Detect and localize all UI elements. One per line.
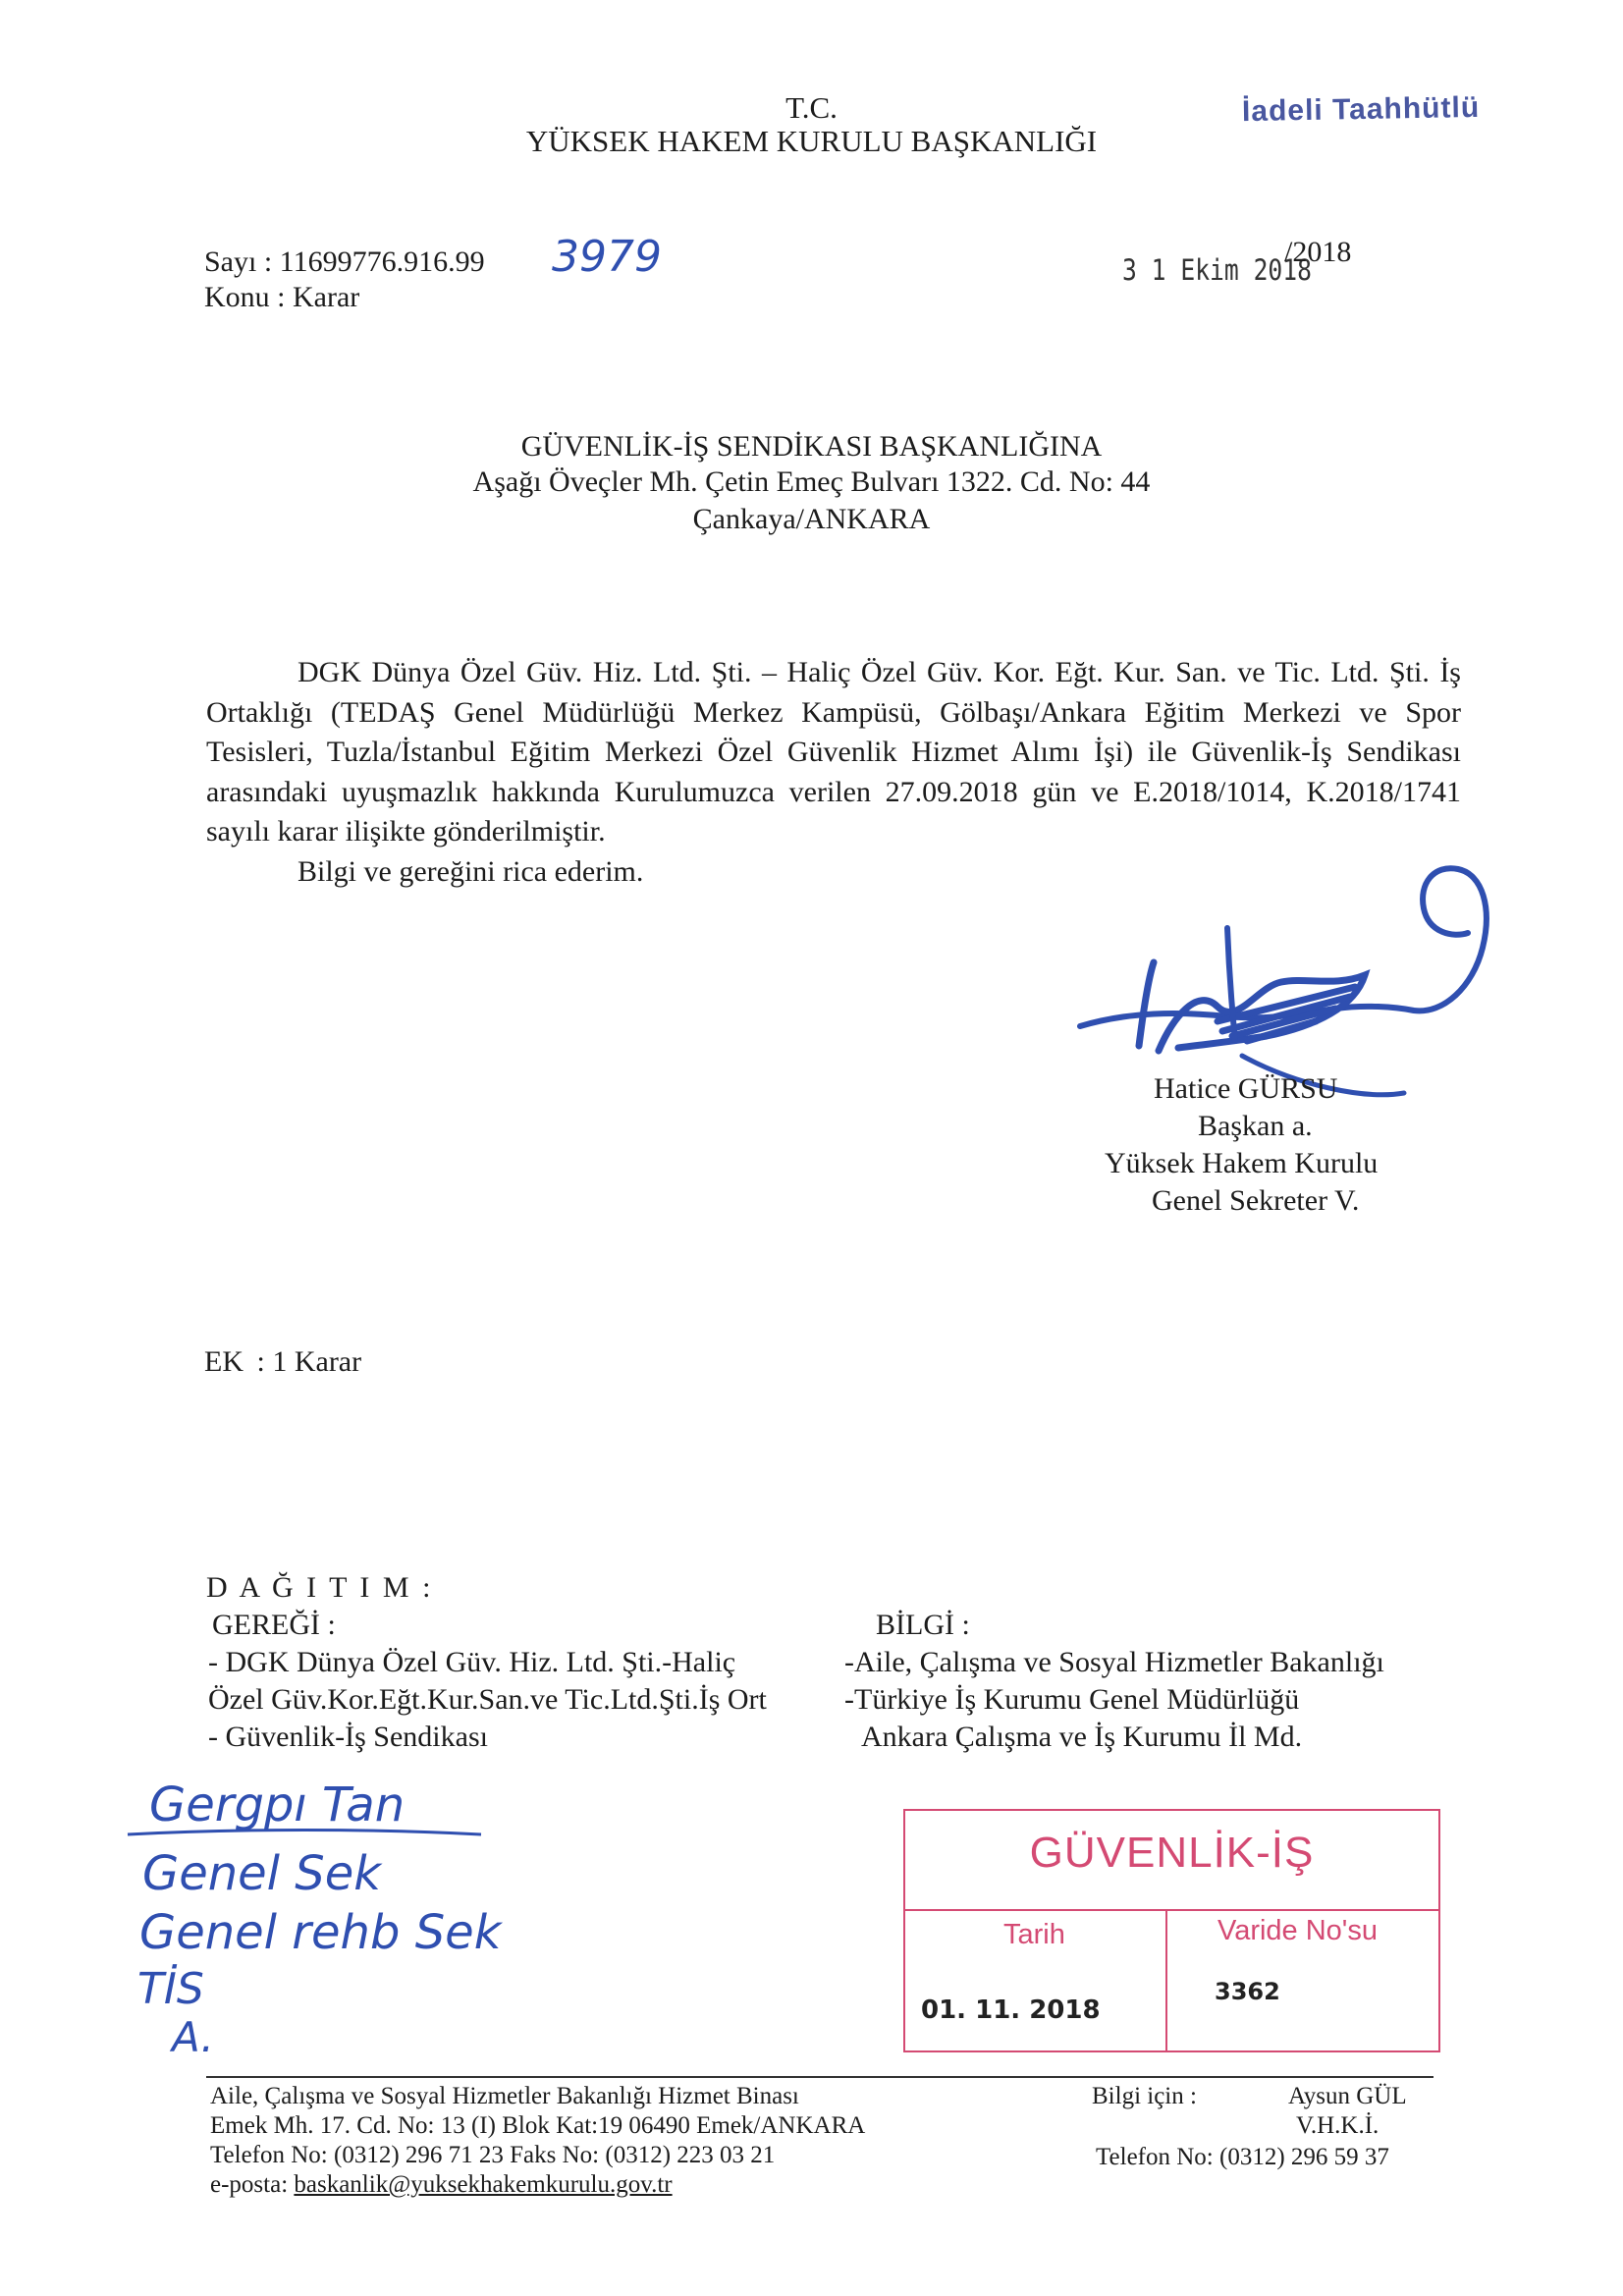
konu-value: : Karar — [277, 281, 360, 313]
sayi-row — [204, 246, 485, 279]
handwritten-note: A. — [172, 2013, 214, 2061]
konu-label: Konu — [204, 281, 270, 313]
footer-info-name: Aysun GÜL — [1288, 2083, 1407, 2109]
footer-email-row — [210, 2170, 865, 2200]
signatory-institution: Yüksek Hakem Kurulu — [1105, 1147, 1379, 1179]
distribution-bilgi-item: Ankara Çalışma ve İş Kurumu İl Md. — [861, 1721, 1303, 1753]
footer-info-phone: Telefon No: (0312) 296 59 37 — [1096, 2144, 1389, 2170]
attachment-label: EK — [204, 1345, 243, 1378]
date-printed-year: /2018 — [1284, 236, 1352, 268]
recipient-title: GÜVENLİK-İŞ SENDİKASI BAŞKANLIĞINA — [520, 430, 1103, 463]
footer-address-line: Aile, Çalışma ve Sosyal Hizmetler Bakanlığı Hizmet Binası — [210, 2083, 799, 2109]
handwritten-note: Gergpı Tan — [149, 1777, 406, 1832]
handwritten-note: Genel rehb Sek — [139, 1905, 502, 1960]
sayi-value: : 11699776.916.99 — [263, 246, 485, 278]
receipt-stamp-title: GÜVENLİK-İŞ — [1029, 1829, 1315, 1877]
receipt-stamp-number-value: 3362 — [1215, 1978, 1280, 2005]
registered-mail-stamp: İadeli Taahhütlü — [1241, 90, 1481, 129]
distribution-gere-item: - DGK Dünya Özel Güv. Hiz. Ltd. Şti.-Haliç — [208, 1646, 736, 1678]
distribution-gere-item: Özel Güv.Kor.Eğt.Kur.San.ve Tic.Ltd.Şti.İş Ort — [208, 1683, 767, 1716]
distribution-bilgi-item: -Türkiye İş Kurumu Genel Müdürlüğü — [844, 1683, 1300, 1716]
attachment-value: : 1 Karar — [256, 1345, 362, 1378]
distribution-gere-label: GEREĞİ : — [212, 1609, 336, 1641]
signatory-title: Genel Sekreter V. — [1152, 1184, 1360, 1217]
handwritten-note: TİS — [137, 1964, 204, 2014]
sayi-label: Sayı — [204, 246, 257, 278]
receipt-stamp-number-label: Varide No'su — [1217, 1915, 1378, 1946]
signatory-proxy: Başkan a. — [1198, 1110, 1313, 1142]
signatory-name: Hatice GÜRSU — [1154, 1072, 1338, 1105]
footer-address-line: Emek Mh. 17. Cd. No: 13 (I) Blok Kat:19 06490 Emek/ANKARA — [210, 2112, 866, 2139]
footer-phone-fax: Telefon No: (0312) 296 71 23 Faks No: (0312) 223 03 21 — [210, 2142, 776, 2168]
konu-row — [204, 281, 359, 314]
distribution-bilgi-label: BİLGİ : — [876, 1609, 970, 1641]
receipt-stamp-date-value: 01. 11. 2018 — [921, 1995, 1101, 2025]
header-institution: YÜKSEK HAKEM KURULU BAŞKANLIĞI — [525, 124, 1098, 158]
attachment-row — [204, 1345, 361, 1379]
sayi-handwritten-number: 3979 — [552, 232, 662, 282]
footer-info-title: V.H.K.İ. — [1296, 2112, 1380, 2139]
recipient-city: Çankaya/ANKARA — [692, 503, 931, 535]
footer-rule — [206, 2076, 1434, 2078]
receipt-stamp-column-divider — [1165, 1909, 1167, 2050]
receipt-stamp — [903, 1809, 1440, 2052]
distribution-title: D A Ğ I T I M : — [206, 1571, 434, 1604]
distribution-bilgi-item: -Aile, Çalışma ve Sosyal Hizmetler Bakanlığı — [844, 1646, 1384, 1678]
body-paragraph-2: Bilgi ve gereğini rica ederim. — [298, 854, 644, 888]
receipt-stamp-divider — [905, 1909, 1438, 1911]
footer-address-block — [210, 2082, 865, 2200]
handwritten-underline — [123, 1823, 486, 1842]
date-stamp: 3 1 Ekim 2018 — [1122, 253, 1312, 287]
footer-info-label: Bilgi için : — [1092, 2083, 1197, 2109]
handwritten-note: Genel Sek — [142, 1846, 382, 1901]
distribution-gere-item: - Güvenlik-İş Sendikası — [208, 1721, 488, 1753]
body-paragraph-1: DGK Dünya Özel Güv. Hiz. Ltd. Şti. – Haliç Özel Güv. Kor. Eğt. Kur. San. ve Tic. Ltd. Şti. İş Ortaklığı (TEDAŞ Genel Müdürlüğü Merkez Kampüsü, Gölbaşı/Ankara Eğitim Merkezi ve Spor Tesisleri, Tuzla/İstanbul Eğitim Merkezi Özel Güvenlik Hizmet Alımı İşi) ile Güvenlik-İş Sendikası arasındaki uyuşmazlık hakkında Kurulumuzca verilen 27.09.2018 gün ve E.2018/1014, K.2018/1741 sayılı karar ilişikte gönderilmiştir. — [206, 656, 1461, 847]
recipient-address: Aşağı Öveçler Mh. Çetin Emeç Bulvarı 1322. Cd. No: 44 — [472, 465, 1151, 498]
header-line-tc: T.C. — [785, 90, 838, 125]
footer-email-label: e-posta: — [210, 2171, 289, 2198]
receipt-stamp-date-label: Tarih — [1003, 1919, 1065, 1950]
footer-email-link[interactable]: baskanlik@yuksekhakemkurulu.gov.tr — [294, 2171, 673, 2198]
